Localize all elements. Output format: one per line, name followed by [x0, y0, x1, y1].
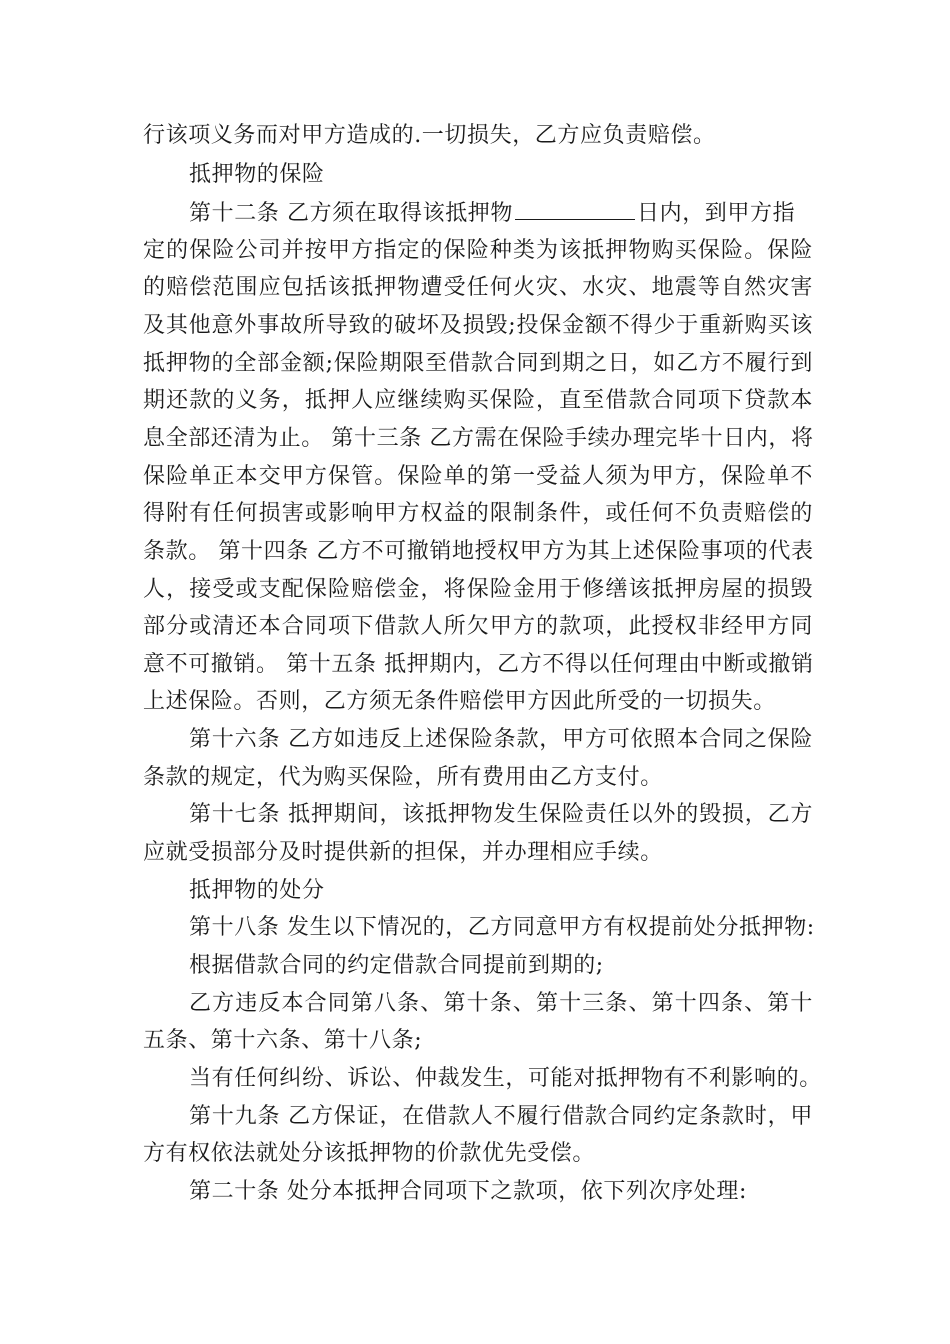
text-line: 行该项义务而对甲方造成的.一切损失，乙方应负责赔偿。 — [143, 123, 716, 148]
text-line: 第十六条 乙方如违反上述保险条款，甲方可依照本合同之保险 — [189, 727, 813, 752]
text-line: 条款的规定，代为购买保险，所有费用由乙方支付。 — [143, 765, 663, 790]
text-line: 第十九条 乙方保证，在借款人不履行借款合同约定条款时，甲 — [189, 1104, 813, 1129]
text-line: 乙方违反本合同第八条、第十条、第十三条、第十四条、第十 — [189, 991, 813, 1016]
text-line: 上述保险。否则，乙方须无条件赔偿甲方因此所受的一切损失。 — [143, 689, 776, 714]
text-segment: 第十二条 乙方须在取得该抵押物 — [189, 201, 513, 226]
text-line: 方有权依法就处分该抵押物的价款优先受偿。 — [143, 1141, 596, 1166]
text-line: 抵押物的全部金额;保险期限至借款合同到期之日，如乙方不履行到 — [143, 351, 813, 376]
fill-in-blank — [515, 199, 635, 220]
text-line — [189, 199, 813, 228]
text-line: 根据借款合同的约定借款合同提前到期的; — [189, 953, 604, 978]
text-line: 当有任何纠纷、诉讼、仲裁发生，可能对抵押物有不利影响的。 — [189, 1066, 822, 1091]
text-segment: 日内，到甲方指 — [637, 201, 796, 226]
text-line: 部分或清还本合同项下借款人所欠甲方的款项，此授权非经甲方同 — [143, 614, 813, 639]
text-line: 第十八条 发生以下情况的，乙方同意甲方有权提前处分抵押物: — [189, 915, 815, 940]
text-line: 第十七条 抵押期间，该抵押物发生保险责任以外的毁损，乙方 — [189, 802, 813, 827]
section-heading: 抵押物的处分 — [189, 878, 325, 903]
text-line: 及其他意外事故所导致的破坏及损毁;投保金额不得少于重新购买该 — [143, 313, 813, 338]
text-line: 保险单正本交甲方保管。保险单的第一受益人须为甲方，保险单不 — [143, 464, 813, 489]
section-heading: 抵押物的保险 — [189, 162, 325, 187]
text-line: 第二十条 处分本抵押合同项下之款项，依下列次序处理: — [189, 1179, 748, 1204]
text-line: 得附有任何损害或影响甲方权益的限制条件，或任何不负责赔偿的 — [143, 501, 813, 526]
text-line: 息全部还清为止。 第十三条 乙方需在保险手续办理完毕十日内，将 — [143, 426, 814, 451]
text-line: 期还款的义务，抵押人应继续购买保险，直至借款合同项下贷款本 — [143, 388, 813, 413]
text-line: 人，接受或支配保险赔偿金，将保险金用于修缮该抵押房屋的损毁 — [143, 577, 813, 602]
text-line: 条款。 第十四条 乙方不可撤销地授权甲方为其上述保险事项的代表 — [143, 539, 814, 564]
text-line: 应就受损部分及时提供新的担保，并办理相应手续。 — [143, 840, 663, 865]
text-line: 意不可撤销。 第十五条 抵押期内，乙方不得以任何理由中断或撤销 — [143, 652, 814, 677]
text-line: 的赔偿范围应包括该抵押物遭受任何火灾、水灾、地震等自然灾害 — [143, 275, 813, 300]
text-line: 定的保险公司并按甲方指定的保险种类为该抵押物购买保险。保险 — [143, 238, 813, 263]
text-line: 五条、第十六条、第十八条; — [143, 1028, 423, 1053]
